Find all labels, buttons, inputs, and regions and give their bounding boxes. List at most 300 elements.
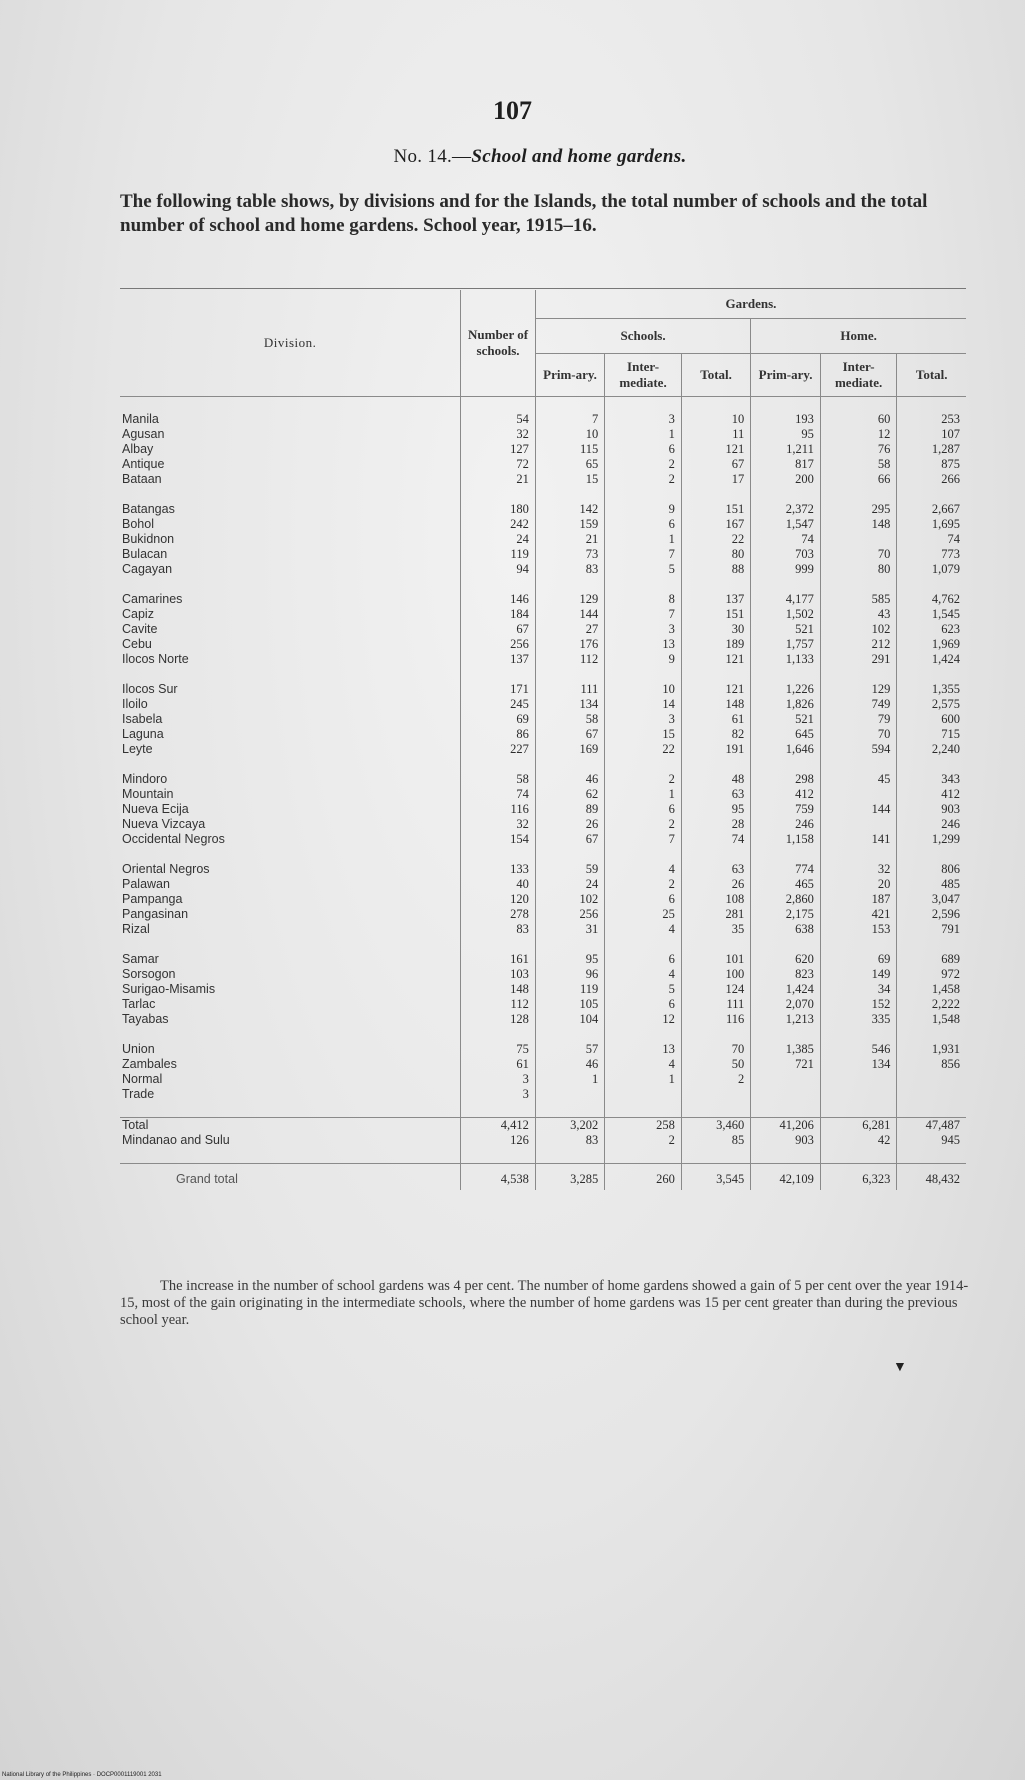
- number-of-schools-cell: 120: [461, 892, 536, 907]
- number-of-schools-cell: 54: [461, 412, 536, 427]
- schools-intermediate-cell: 2: [605, 772, 682, 787]
- home-intermediate-cell: 69: [820, 952, 897, 967]
- schools-primary-cell: 1: [535, 1072, 604, 1087]
- schools-primary-cell: 119: [535, 982, 604, 997]
- header-schools-intermediate: Inter-mediate.: [605, 354, 682, 397]
- schools-primary-cell: 83: [535, 1133, 604, 1148]
- schools-primary-cell: 102: [535, 892, 604, 907]
- division-name: Manila: [122, 412, 159, 426]
- home-primary-cell: 412: [751, 787, 821, 802]
- title-italic: School and home gardens.: [471, 146, 687, 167]
- home-intermediate-cell: 749: [820, 697, 897, 712]
- schools-primary-cell: 112: [535, 652, 604, 667]
- table-row: [120, 1133, 966, 1148]
- schools-total-cell: 167: [681, 517, 750, 532]
- home-total-cell: 1,545: [897, 607, 966, 622]
- table-row: [120, 952, 966, 967]
- schools-total-cell: 22: [681, 532, 750, 547]
- table-row: [120, 1072, 966, 1087]
- table-row: [120, 892, 966, 907]
- home-total-cell: 47,487: [897, 1118, 966, 1134]
- schools-total-cell: 26: [681, 877, 750, 892]
- schools-primary-cell: 256: [535, 907, 604, 922]
- home-total-cell: 2,240: [897, 742, 966, 757]
- schools-intermediate-cell: 2: [605, 457, 682, 472]
- home-primary-cell: 903: [751, 1133, 821, 1148]
- schools-total-cell: 108: [681, 892, 750, 907]
- schools-primary-cell: 21: [535, 532, 604, 547]
- home-primary-cell: 521: [751, 622, 821, 637]
- spacer-row: [120, 577, 966, 592]
- schools-intermediate-cell: 6: [605, 997, 682, 1012]
- schools-intermediate-cell: 3: [605, 622, 682, 637]
- number-of-schools-cell: 128: [461, 1012, 536, 1027]
- division-name: Nueva Vizcaya: [122, 817, 206, 831]
- division-name: Iloilo: [122, 697, 148, 711]
- gardens-table: [120, 290, 966, 1190]
- number-of-schools-cell: 119: [461, 547, 536, 562]
- schools-primary-cell: 57: [535, 1042, 604, 1057]
- home-intermediate-cell: [820, 532, 897, 547]
- home-primary-cell: 4,177: [751, 592, 821, 607]
- schools-primary-cell: 95: [535, 952, 604, 967]
- home-total-cell: 1,079: [897, 562, 966, 577]
- home-total-cell: 412: [897, 787, 966, 802]
- home-total-cell: 1,299: [897, 832, 966, 847]
- schools-primary-cell: 115: [535, 442, 604, 457]
- home-primary-cell: 638: [751, 922, 821, 937]
- home-total-cell: 2,596: [897, 907, 966, 922]
- schools-primary-cell: 65: [535, 457, 604, 472]
- home-total-cell: 2,222: [897, 997, 966, 1012]
- home-primary-cell: 298: [751, 772, 821, 787]
- number-of-schools-cell: 24: [461, 532, 536, 547]
- division-name: Oriental Negros: [122, 862, 210, 876]
- schools-primary-cell: 89: [535, 802, 604, 817]
- home-primary-cell: 1,211: [751, 442, 821, 457]
- schools-primary-cell: 104: [535, 1012, 604, 1027]
- schools-total-cell: 11: [681, 427, 750, 442]
- header-home: Home.: [751, 319, 966, 354]
- home-intermediate-cell: 148: [820, 517, 897, 532]
- schools-total-cell: 121: [681, 682, 750, 697]
- table-row: [120, 862, 966, 877]
- table-row: [120, 742, 966, 757]
- home-intermediate-cell: 80: [820, 562, 897, 577]
- table-row: [120, 412, 966, 427]
- home-primary-cell: 246: [751, 817, 821, 832]
- division-name: Bataan: [122, 472, 162, 486]
- home-primary-cell: 1,757: [751, 637, 821, 652]
- home-primary-cell: 645: [751, 727, 821, 742]
- schools-intermediate-cell: 4: [605, 862, 682, 877]
- schools-intermediate-cell: [605, 1087, 682, 1102]
- table-row: [120, 712, 966, 727]
- schools-intermediate-cell: 7: [605, 832, 682, 847]
- schools-intermediate-cell: 1: [605, 1072, 682, 1087]
- home-primary-cell: 2,860: [751, 892, 821, 907]
- schools-total-cell: 74: [681, 832, 750, 847]
- schools-total-cell: 88: [681, 562, 750, 577]
- table-row: [120, 517, 966, 532]
- table-row: [120, 532, 966, 547]
- schools-intermediate-cell: 2: [605, 1133, 682, 1148]
- schools-total-cell: 281: [681, 907, 750, 922]
- schools-intermediate-cell: 258: [605, 1118, 682, 1134]
- schools-primary-cell: 83: [535, 562, 604, 577]
- number-of-schools-cell: 4,538: [461, 1164, 536, 1191]
- schools-total-cell: 151: [681, 502, 750, 517]
- division-name: Camarines: [122, 592, 183, 606]
- schools-total-cell: 124: [681, 982, 750, 997]
- home-intermediate-cell: [820, 1072, 897, 1087]
- home-primary-cell: 1,226: [751, 682, 821, 697]
- number-of-schools-cell: 227: [461, 742, 536, 757]
- division-name: Albay: [122, 442, 154, 456]
- schools-intermediate-cell: 1: [605, 532, 682, 547]
- home-total-cell: 1,355: [897, 682, 966, 697]
- home-intermediate-cell: 153: [820, 922, 897, 937]
- schools-primary-cell: 58: [535, 712, 604, 727]
- home-total-cell: 485: [897, 877, 966, 892]
- home-primary-cell: [751, 1087, 821, 1102]
- table-row: [120, 652, 966, 667]
- home-total-cell: 4,762: [897, 592, 966, 607]
- footnote: The increase in the number of school gardens was 4 per cent. The number of home gardens showed a gain of 5 per cent over the year 1914-15, most of the gain originating in the intermediate schools, where the number of home gardens was 15 per cent greater than during the previous school year.: [120, 1278, 969, 1328]
- spacer-row: [120, 397, 966, 413]
- home-total-cell: 856: [897, 1057, 966, 1072]
- number-of-schools-cell: 3: [461, 1072, 536, 1087]
- home-primary-cell: 1,133: [751, 652, 821, 667]
- table-row: [120, 1164, 966, 1191]
- home-intermediate-cell: 32: [820, 862, 897, 877]
- division-name: Batangas: [122, 502, 175, 516]
- number-of-schools-cell: 32: [461, 817, 536, 832]
- schools-primary-cell: 134: [535, 697, 604, 712]
- home-intermediate-cell: 149: [820, 967, 897, 982]
- schools-total-cell: 2: [681, 1072, 750, 1087]
- division-name: Samar: [122, 952, 159, 966]
- division-name: Laguna: [122, 727, 164, 741]
- schools-total-cell: 121: [681, 442, 750, 457]
- home-total-cell: 600: [897, 712, 966, 727]
- schools-total-cell: 28: [681, 817, 750, 832]
- number-of-schools-cell: 67: [461, 622, 536, 637]
- schools-primary-cell: 15: [535, 472, 604, 487]
- home-total-cell: 1,287: [897, 442, 966, 457]
- top-rule: [120, 288, 966, 289]
- home-total-cell: 253: [897, 412, 966, 427]
- home-intermediate-cell: 212: [820, 637, 897, 652]
- table-row: [120, 697, 966, 712]
- table-row: [120, 727, 966, 742]
- schools-total-cell: 70: [681, 1042, 750, 1057]
- division-name: Agusan: [122, 427, 165, 441]
- table-row: [120, 787, 966, 802]
- table-body: [120, 397, 966, 1191]
- schools-primary-cell: 111: [535, 682, 604, 697]
- schools-total-cell: 121: [681, 652, 750, 667]
- table-row: [120, 1087, 966, 1102]
- header-home-total: Total.: [897, 354, 966, 397]
- table-row: [120, 562, 966, 577]
- schools-intermediate-cell: 2: [605, 472, 682, 487]
- home-intermediate-cell: [820, 1087, 897, 1102]
- schools-total-cell: 95: [681, 802, 750, 817]
- home-intermediate-cell: 152: [820, 997, 897, 1012]
- home-total-cell: 1,548: [897, 1012, 966, 1027]
- home-total-cell: 1,969: [897, 637, 966, 652]
- schools-total-cell: 10: [681, 412, 750, 427]
- home-total-cell: 266: [897, 472, 966, 487]
- home-primary-cell: 759: [751, 802, 821, 817]
- table-row: [120, 967, 966, 982]
- table-row: [120, 502, 966, 517]
- number-of-schools-cell: 4,412: [461, 1118, 536, 1134]
- home-primary-cell: 1,385: [751, 1042, 821, 1057]
- home-primary-cell: 817: [751, 457, 821, 472]
- schools-intermediate-cell: 13: [605, 637, 682, 652]
- table-row: [120, 1012, 966, 1027]
- schools-total-cell: 35: [681, 922, 750, 937]
- schools-primary-cell: 67: [535, 832, 604, 847]
- schools-primary-cell: 3,285: [535, 1164, 604, 1191]
- home-primary-cell: 1,424: [751, 982, 821, 997]
- home-total-cell: 875: [897, 457, 966, 472]
- division-name: Leyte: [122, 742, 153, 756]
- table-title: [0, 146, 1025, 168]
- schools-intermediate-cell: 7: [605, 547, 682, 562]
- home-total-cell: 107: [897, 427, 966, 442]
- spacer-row: [120, 1148, 966, 1164]
- home-intermediate-cell: 20: [820, 877, 897, 892]
- schools-primary-cell: 169: [535, 742, 604, 757]
- home-total-cell: 74: [897, 532, 966, 547]
- home-intermediate-cell: 295: [820, 502, 897, 517]
- home-primary-cell: 1,213: [751, 1012, 821, 1027]
- schools-primary-cell: 7: [535, 412, 604, 427]
- schools-primary-cell: 73: [535, 547, 604, 562]
- home-total-cell: 2,667: [897, 502, 966, 517]
- home-intermediate-cell: 421: [820, 907, 897, 922]
- spacer-row: [120, 937, 966, 952]
- division-name: Mindanao and Sulu: [122, 1133, 230, 1147]
- schools-primary-cell: 59: [535, 862, 604, 877]
- schools-total-cell: 191: [681, 742, 750, 757]
- schools-intermediate-cell: 6: [605, 442, 682, 457]
- schools-primary-cell: 27: [535, 622, 604, 637]
- schools-intermediate-cell: 6: [605, 802, 682, 817]
- division-name: Sorsogon: [122, 967, 176, 981]
- number-of-schools-cell: 245: [461, 697, 536, 712]
- schools-total-cell: 148: [681, 697, 750, 712]
- number-of-schools-cell: 242: [461, 517, 536, 532]
- schools-intermediate-cell: 10: [605, 682, 682, 697]
- schools-total-cell: 17: [681, 472, 750, 487]
- table-row: [120, 457, 966, 472]
- schools-primary-cell: [535, 1087, 604, 1102]
- number-of-schools-cell: 126: [461, 1133, 536, 1148]
- schools-intermediate-cell: 8: [605, 592, 682, 607]
- schools-primary-cell: 142: [535, 502, 604, 517]
- home-intermediate-cell: 45: [820, 772, 897, 787]
- home-primary-cell: [751, 1072, 821, 1087]
- home-total-cell: 791: [897, 922, 966, 937]
- division-name: Bulacan: [122, 547, 168, 561]
- schools-total-cell: 151: [681, 607, 750, 622]
- home-intermediate-cell: 58: [820, 457, 897, 472]
- home-total-cell: 246: [897, 817, 966, 832]
- scan-credit: National Library of the Philippines · DOCP0001119001 2031: [2, 1772, 162, 1778]
- home-primary-cell: 521: [751, 712, 821, 727]
- schools-intermediate-cell: 15: [605, 727, 682, 742]
- home-total-cell: 715: [897, 727, 966, 742]
- division-name: Bohol: [122, 517, 154, 531]
- home-total-cell: 689: [897, 952, 966, 967]
- home-intermediate-cell: 144: [820, 802, 897, 817]
- schools-total-cell: 63: [681, 787, 750, 802]
- home-intermediate-cell: 60: [820, 412, 897, 427]
- schools-total-cell: 30: [681, 622, 750, 637]
- schools-intermediate-cell: 9: [605, 652, 682, 667]
- ink-mark-icon: ▼: [893, 1360, 907, 1375]
- number-of-schools-cell: 32: [461, 427, 536, 442]
- number-of-schools-cell: 146: [461, 592, 536, 607]
- number-of-schools-cell: 256: [461, 637, 536, 652]
- table-row: [120, 622, 966, 637]
- spacer-row: [120, 487, 966, 502]
- home-primary-cell: 2,070: [751, 997, 821, 1012]
- schools-intermediate-cell: 6: [605, 892, 682, 907]
- home-intermediate-cell: 42: [820, 1133, 897, 1148]
- home-primary-cell: 823: [751, 967, 821, 982]
- home-intermediate-cell: 12: [820, 427, 897, 442]
- division-name: Ilocos Sur: [122, 682, 178, 696]
- number-of-schools-cell: 103: [461, 967, 536, 982]
- schools-intermediate-cell: 5: [605, 982, 682, 997]
- schools-intermediate-cell: 6: [605, 517, 682, 532]
- home-primary-cell: 1,547: [751, 517, 821, 532]
- schools-intermediate-cell: 1: [605, 427, 682, 442]
- number-of-schools-cell: 137: [461, 652, 536, 667]
- table-row: [120, 1118, 966, 1134]
- home-intermediate-cell: 291: [820, 652, 897, 667]
- number-of-schools-cell: 127: [461, 442, 536, 457]
- division-name: Tayabas: [122, 1012, 169, 1026]
- schools-primary-cell: 46: [535, 1057, 604, 1072]
- number-of-schools-cell: 94: [461, 562, 536, 577]
- division-name: Pangasinan: [122, 907, 189, 921]
- spacer-row: [120, 1027, 966, 1042]
- schools-intermediate-cell: 1: [605, 787, 682, 802]
- table-row: [120, 637, 966, 652]
- division-name: Grand total: [120, 1164, 461, 1191]
- number-of-schools-cell: 180: [461, 502, 536, 517]
- title-prefix: No. 14.—: [393, 146, 472, 167]
- schools-total-cell: 111: [681, 997, 750, 1012]
- division-name: Nueva Ecija: [122, 802, 189, 816]
- home-primary-cell: 200: [751, 472, 821, 487]
- schools-total-cell: 116: [681, 1012, 750, 1027]
- table-row: [120, 817, 966, 832]
- header-gardens: Gardens.: [535, 290, 966, 319]
- schools-intermediate-cell: 3: [605, 412, 682, 427]
- number-of-schools-cell: 61: [461, 1057, 536, 1072]
- number-of-schools-cell: 83: [461, 922, 536, 937]
- schools-intermediate-cell: 2: [605, 877, 682, 892]
- table-row: [120, 877, 966, 892]
- division-name: Total: [120, 1118, 461, 1134]
- table-row: [120, 592, 966, 607]
- home-intermediate-cell: 6,323: [820, 1164, 897, 1191]
- schools-primary-cell: 24: [535, 877, 604, 892]
- schools-total-cell: 3,545: [681, 1164, 750, 1191]
- home-intermediate-cell: 34: [820, 982, 897, 997]
- schools-primary-cell: 46: [535, 772, 604, 787]
- table-row: [120, 682, 966, 697]
- schools-primary-cell: 31: [535, 922, 604, 937]
- number-of-schools-cell: 112: [461, 997, 536, 1012]
- home-primary-cell: 74: [751, 532, 821, 547]
- home-total-cell: 1,458: [897, 982, 966, 997]
- home-total-cell: 1,931: [897, 1042, 966, 1057]
- division-name: Tarlac: [122, 997, 156, 1011]
- home-intermediate-cell: 141: [820, 832, 897, 847]
- schools-total-cell: 80: [681, 547, 750, 562]
- number-of-schools-cell: 69: [461, 712, 536, 727]
- table-row: [120, 997, 966, 1012]
- home-total-cell: 773: [897, 547, 966, 562]
- home-primary-cell: 1,826: [751, 697, 821, 712]
- table-row: [120, 982, 966, 997]
- number-of-schools-cell: 278: [461, 907, 536, 922]
- division-name: Union: [122, 1042, 155, 1056]
- division-name: Capiz: [122, 607, 154, 621]
- schools-primary-cell: 96: [535, 967, 604, 982]
- schools-primary-cell: 3,202: [535, 1118, 604, 1134]
- home-primary-cell: 774: [751, 862, 821, 877]
- home-primary-cell: 95: [751, 427, 821, 442]
- division-name: Surigao-Misamis: [122, 982, 216, 996]
- number-of-schools-cell: 161: [461, 952, 536, 967]
- schools-intermediate-cell: 14: [605, 697, 682, 712]
- spacer-row: [120, 1102, 966, 1118]
- home-intermediate-cell: 187: [820, 892, 897, 907]
- home-total-cell: 903: [897, 802, 966, 817]
- home-intermediate-cell: 546: [820, 1042, 897, 1057]
- schools-total-cell: 82: [681, 727, 750, 742]
- division-name: Mountain: [122, 787, 174, 801]
- home-intermediate-cell: 335: [820, 1012, 897, 1027]
- schools-intermediate-cell: 6: [605, 952, 682, 967]
- number-of-schools-cell: 86: [461, 727, 536, 742]
- home-primary-cell: 42,109: [751, 1164, 821, 1191]
- home-primary-cell: 1,158: [751, 832, 821, 847]
- division-name: Zambales: [122, 1057, 177, 1071]
- home-intermediate-cell: 70: [820, 727, 897, 742]
- schools-intermediate-cell: 2: [605, 817, 682, 832]
- division-name: Pampanga: [122, 892, 183, 906]
- home-intermediate-cell: 70: [820, 547, 897, 562]
- home-primary-cell: 620: [751, 952, 821, 967]
- schools-total-cell: 3,460: [681, 1118, 750, 1134]
- schools-total-cell: 63: [681, 862, 750, 877]
- table-row: [120, 472, 966, 487]
- home-primary-cell: 999: [751, 562, 821, 577]
- home-primary-cell: 1,646: [751, 742, 821, 757]
- number-of-schools-cell: 21: [461, 472, 536, 487]
- table-row: [120, 442, 966, 457]
